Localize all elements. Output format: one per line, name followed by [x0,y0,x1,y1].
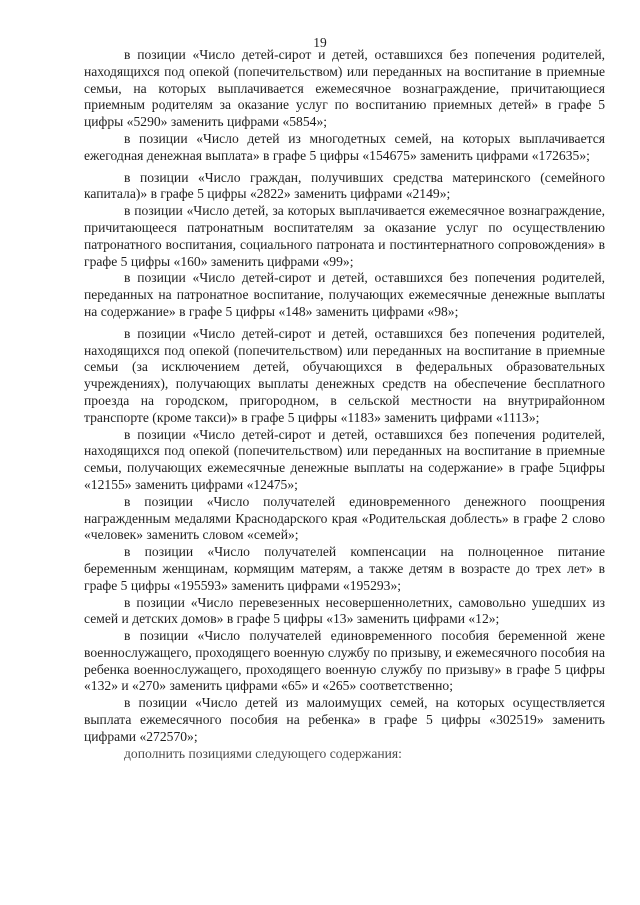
paragraph-5: в позиции «Число детей-сирот и детей, оставшихся без попечения родителей, переданных на патронатное воспитание, получающих ежемесячные денежные выплаты на содержание» в графе 5 цифры «148» заменить цифрами «98»; [84,270,605,319]
paragraph-2: в позиции «Число детей из многодетных семей, на которых выплачивается ежегодная денежная выплата» в графе 5 цифры «154675» заменить цифрами «172635»; [84,130,605,163]
paragraph-9: в позиции «Число получателей компенсации на полноценное питание беременным женщинам, кормящим матерям, а также детям в возрасте до трех лет» в графе 5 цифры «195593» заменить цифрами «195293»; [84,544,605,593]
paragraph-4: в позиции «Число детей, за которых выплачивается ежемесячное вознаграждение, причитающееся патронатным воспитателям за оказание услуг по осуществлению патронатного воспитания, социального патроната и постинтернатного сопровождения» в графе 5 цифры «160» заменить цифрами «99»; [84,203,605,269]
paragraph-10: в позиции «Число перевезенных несовершеннолетних, самовольно ушедших из семей и детских домов» в графе 5 цифры «13» заменить цифрами «12»; [84,594,605,627]
paragraph-8: в позиции «Число получателей единовременного денежного поощрения награжденным медалями Краснодарского края «Родительская доблесть» в графе 2 слово «человек» заменить словом «семей»; [84,493,605,543]
paragraph-3: в позиции «Число граждан, получивших средства материнского (семейного капитала)» в графе 5 цифры «2822» заменить цифрами «2149»; [84,169,605,202]
page-number: 19 [313,35,327,50]
paragraph-11: в позиции «Число получателей единовременного пособия беременной жене военнослужащего, проходящего военную службу по призыву, и ежемесячного пособия на ребенка военнослужащего, проходящего военную службу по призыву» в графе 5 цифры «132» и «270» заменить цифрами «65» и «265» соответственно; [84,628,605,694]
paragraph-6: в позиции «Число детей-сирот и детей, оставшихся без попечения родителей, находящихся под опекой (попечительством) или переданных на воспитание в приемные семьи (за исключением детей, обучающихся в федеральных образовательных учреждениях), получающих выплаты денежных средств на обеспечение бесплатного проезда на городском, пригородном, в сельской местности на внутрирайонном транспорте (кроме такси)» в графе 5 цифры «1183» заменить цифрами «1113»; [84,325,605,425]
paragraph-12: в позиции «Число детей из малоимущих семей, на которых осуществляется выплата ежемесячного пособия на ребенка» в графе 5 цифры «302519» заменить цифрами «272570»; [84,695,605,744]
document-body [84,47,605,762]
paragraph-7: в позиции «Число детей-сирот и детей, оставшихся без попечения родителей, находящихся под опекой (попечительством) или переданных на воспитание в приемные семьи, получающих ежемесячные денежные выплаты на содержание» в графе 5цифры «12155» заменить цифрами «12475»; [84,426,605,492]
paragraph-13: дополнить позициями следующего содержания: [124,745,402,761]
paragraph-1: в позиции «Число детей-сирот и детей, оставшихся без попечения родителей, находящихся под опекой (попечительством) или переданных на воспитание в приемные семьи, на которых выплачивается ежемесячное вознаграждение, причитающиеся приемным родителям за оказание услуг по воспитанию приемных детей» в графе 5 цифры «5290» заменить цифрами «5854»; [84,47,605,130]
